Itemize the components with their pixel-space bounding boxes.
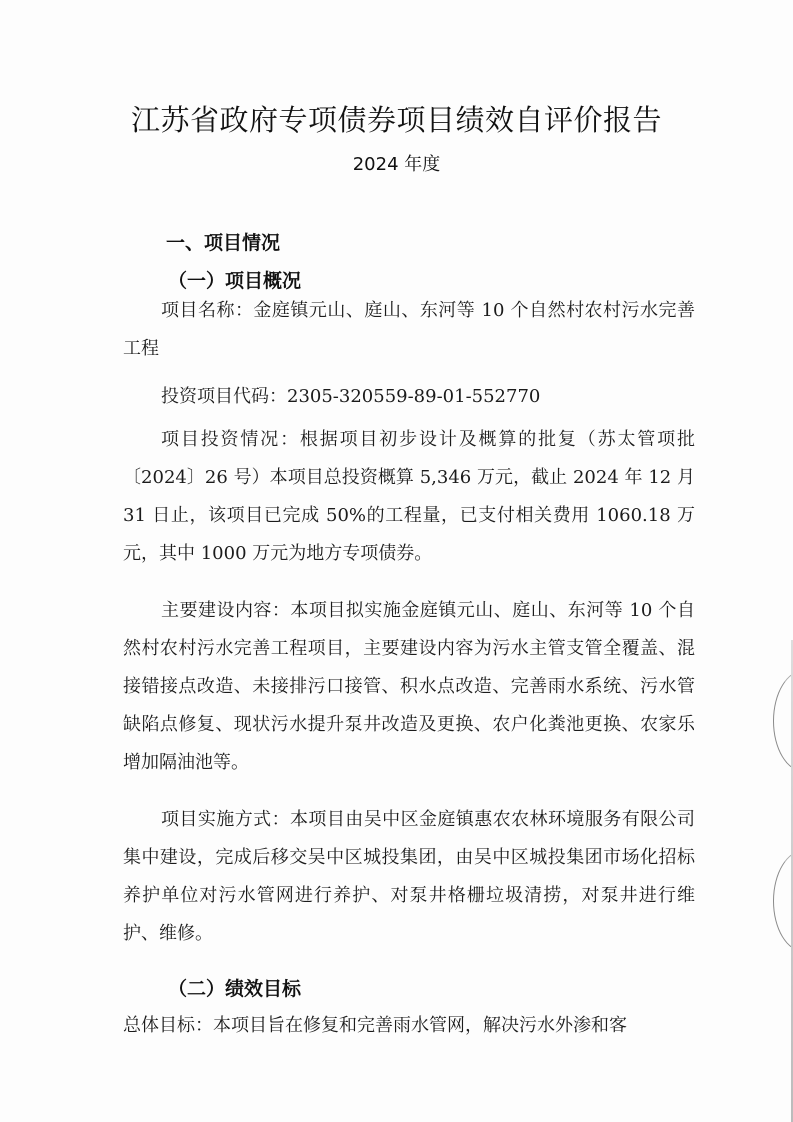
subsection-heading-performance-goals: （二）绩效目标 xyxy=(168,978,302,1000)
paragraph-project-name: 项目名称：金庭镇元山、庭山、东河等 10 个自然村农村污水完善工程 xyxy=(123,300,695,359)
subsection-heading-overview: （一）项目概况 xyxy=(168,270,302,292)
binding-mark-upper xyxy=(773,670,793,772)
binding-mark-lower xyxy=(773,850,793,952)
paragraph-investment: 项目投资情况：根据项目初步设计及概算的批复（苏太管项批〔2024〕26 号）本项目总投资概算 5,346 万元，截止 2024 年 12 月 31 日止，该项目已完成 50%的工程量，已支付相关费用 1060.18 万元，其中 1000 万元为地方专项债券。 xyxy=(123,429,695,564)
paragraph-overall-goal: 总体目标：本项目旨在修复和完善雨水管网，解决污水外渗和客 xyxy=(123,1015,627,1036)
section-heading-project-situation: 一、项目情况 xyxy=(166,232,281,254)
document-title: 江苏省政府专项债券项目绩效自评价报告 xyxy=(130,103,662,137)
paragraph-construction-content: 主要建设内容：本项目拟实施金庭镇元山、庭山、东河等 10 个自然村农村污水完善工程项目，主要建设内容为污水主管支管全覆盖、混接错接点改造、未接排污口接管、积水点改造、完善雨水系统、污水管缺陷点修复、现状污水提升泵井改造及更换、农户化粪池更换、农家乐增加隔油池等。 xyxy=(123,600,695,773)
document-year: 2024 年度 xyxy=(352,154,441,175)
paragraph-implementation: 项目实施方式：本项目由吴中区金庭镇惠农农林环境服务有限公司集中建设，完成后移交吴中区城投集团，由吴中区城投集团市场化招标养护单位对污水管网进行养护、对泵井格栅垃圾清捞，对泵井进行维护、维修。 xyxy=(123,809,695,944)
paragraph-project-code: 投资项目代码：2305-320559-89-01-552770 xyxy=(161,386,541,407)
